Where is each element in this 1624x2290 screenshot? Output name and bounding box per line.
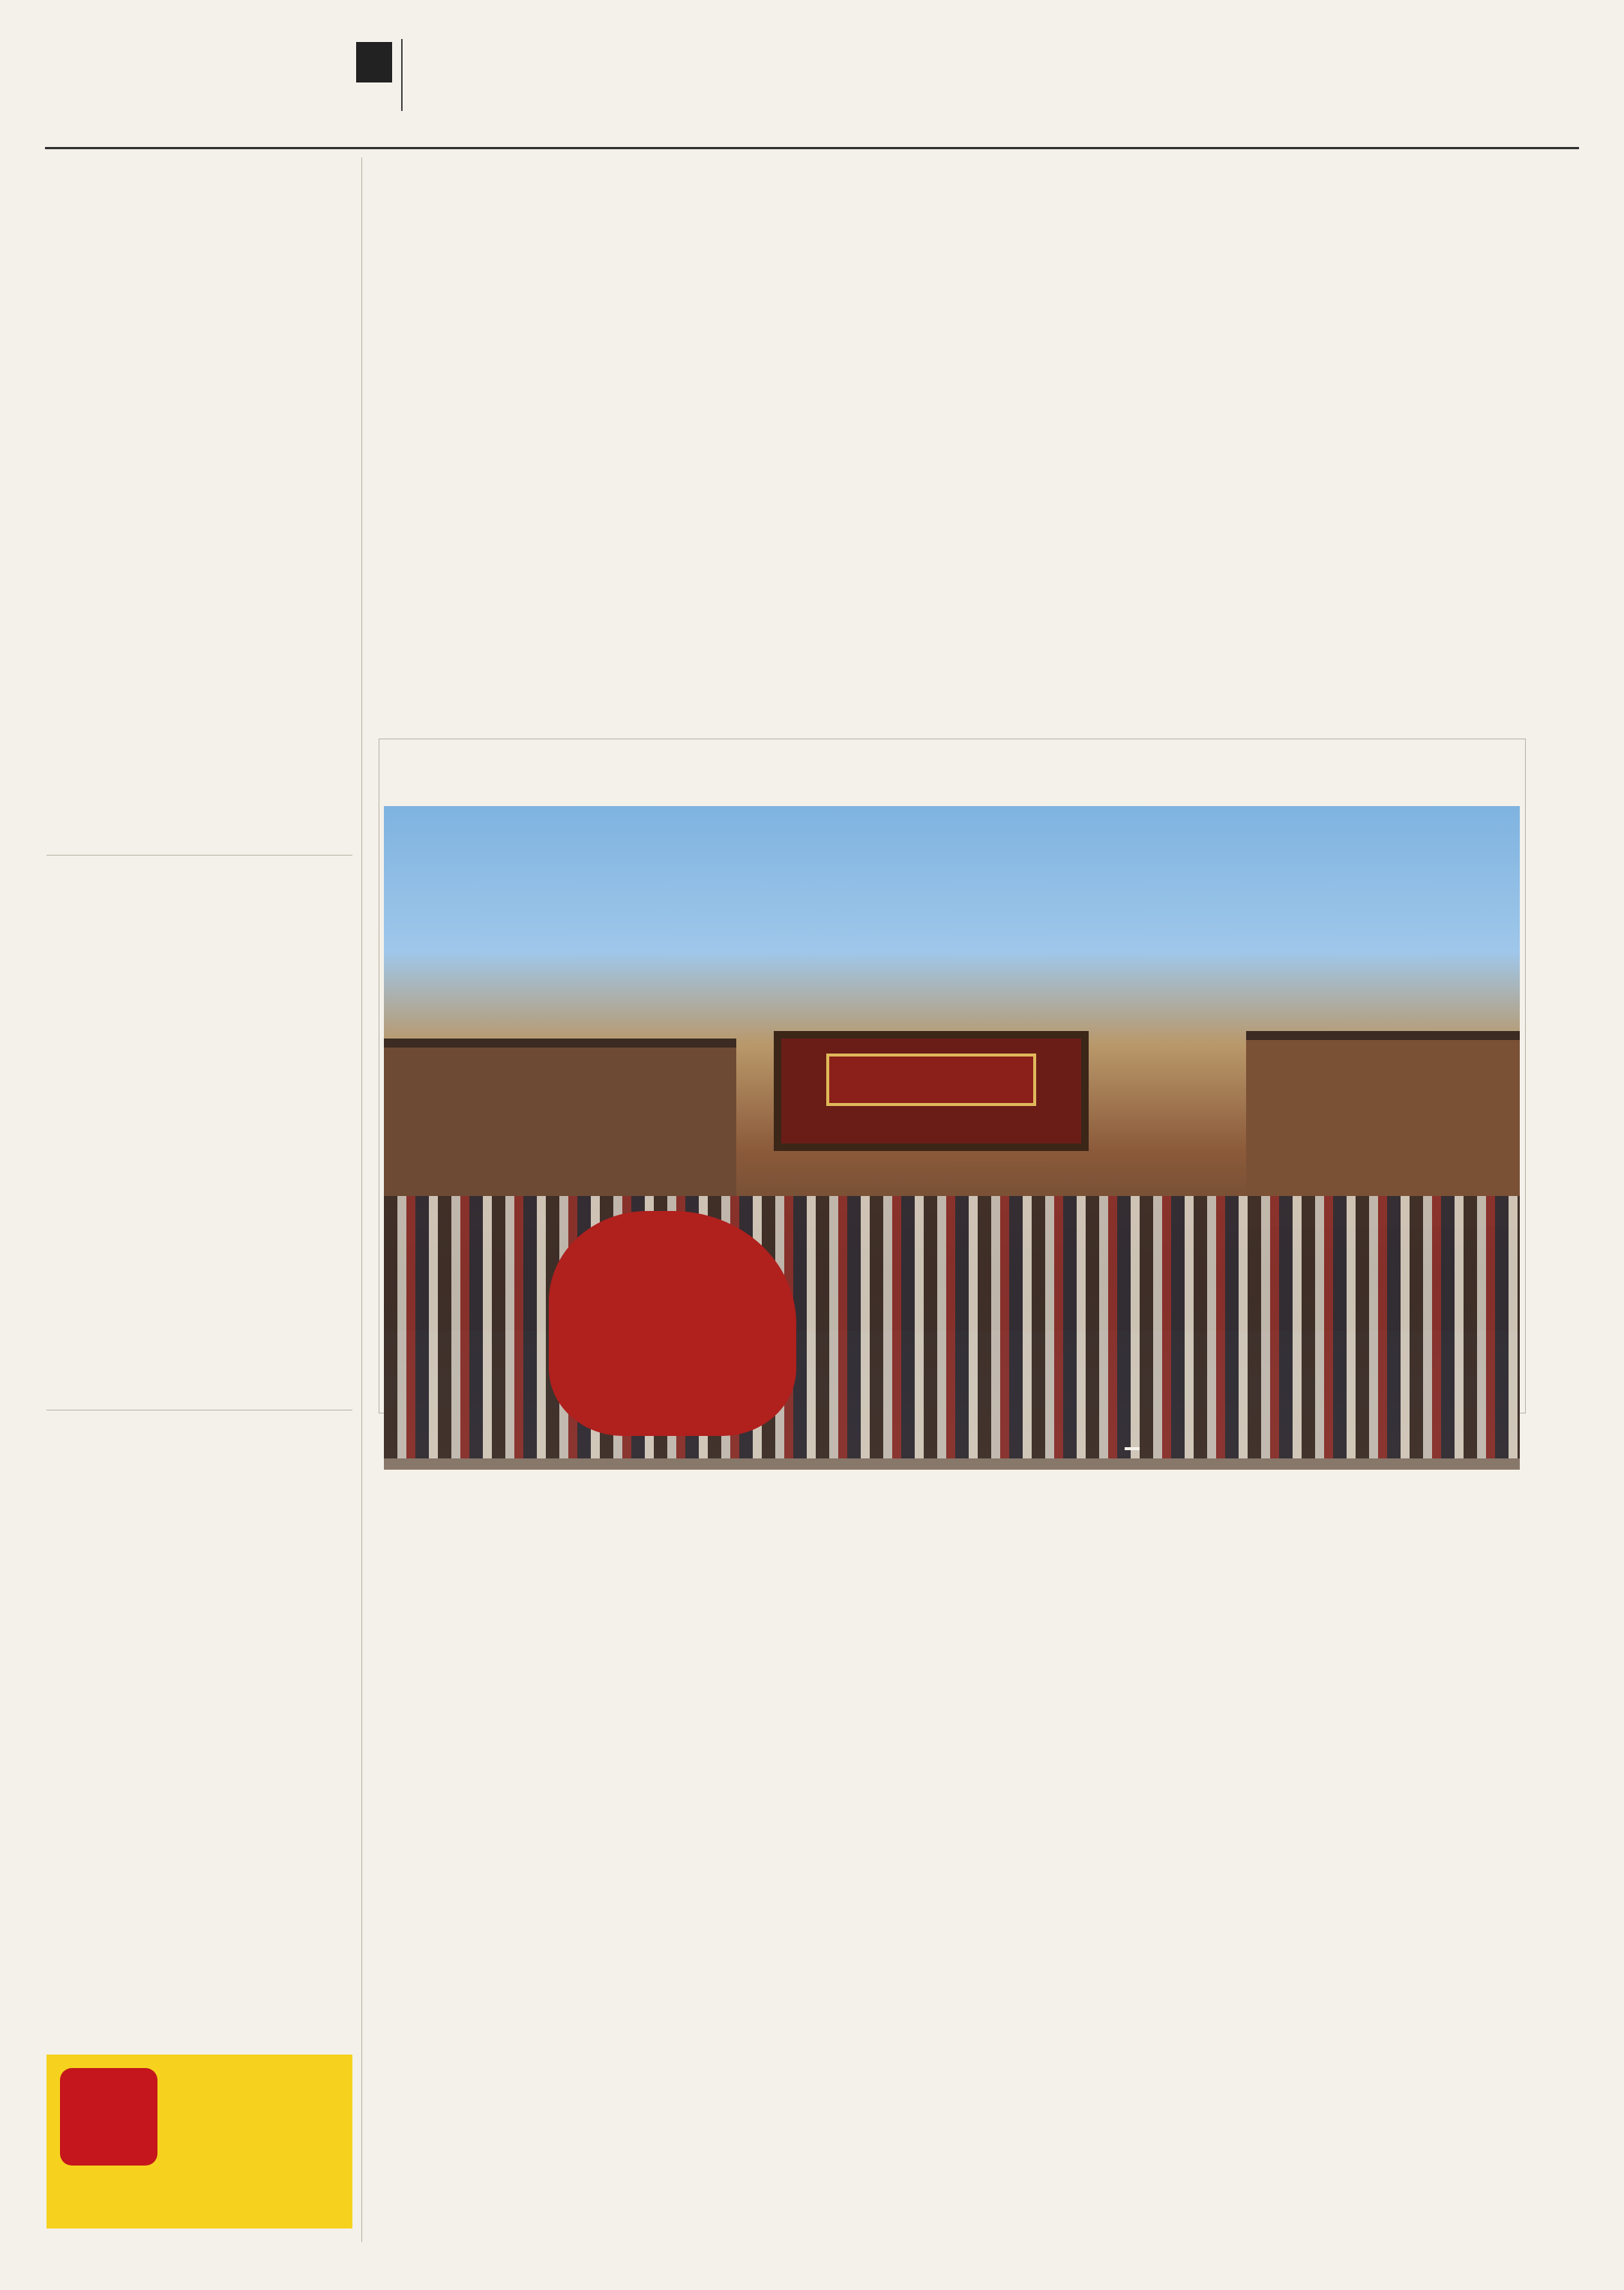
horse-sculpture [549,1211,796,1436]
street-photo [384,806,1520,1470]
story2-col-2 [686,1788,967,1790]
sidebar-story-korea [46,1425,352,1435]
lead-col-2 [665,277,936,291]
masthead-rule [45,147,1579,149]
masthead-divider [401,39,403,111]
sidebar-story-football [46,870,352,880]
page-number [356,42,392,82]
lead-col-4 [1239,277,1535,279]
story2-col-3 [982,1788,1271,1790]
advertisement [46,2055,352,2229]
photo-story-col-1 [386,1473,742,1475]
story2-col-1 [390,1788,671,1790]
ad-brand-logo [60,2068,157,2166]
masthead [0,0,1624,154]
lead-col-3 [952,277,1224,279]
lead-col-1 [379,277,650,291]
photo-gate-sign [826,1054,1036,1106]
sidebar-story-guangyuan [46,195,352,205]
sidebar-divider [46,855,352,856]
photo-story-col-3 [1147,1473,1522,1475]
photo-caption [1125,1447,1140,1450]
left-column-rule [361,157,362,2242]
photo-story-col-2 [757,1473,1132,1475]
